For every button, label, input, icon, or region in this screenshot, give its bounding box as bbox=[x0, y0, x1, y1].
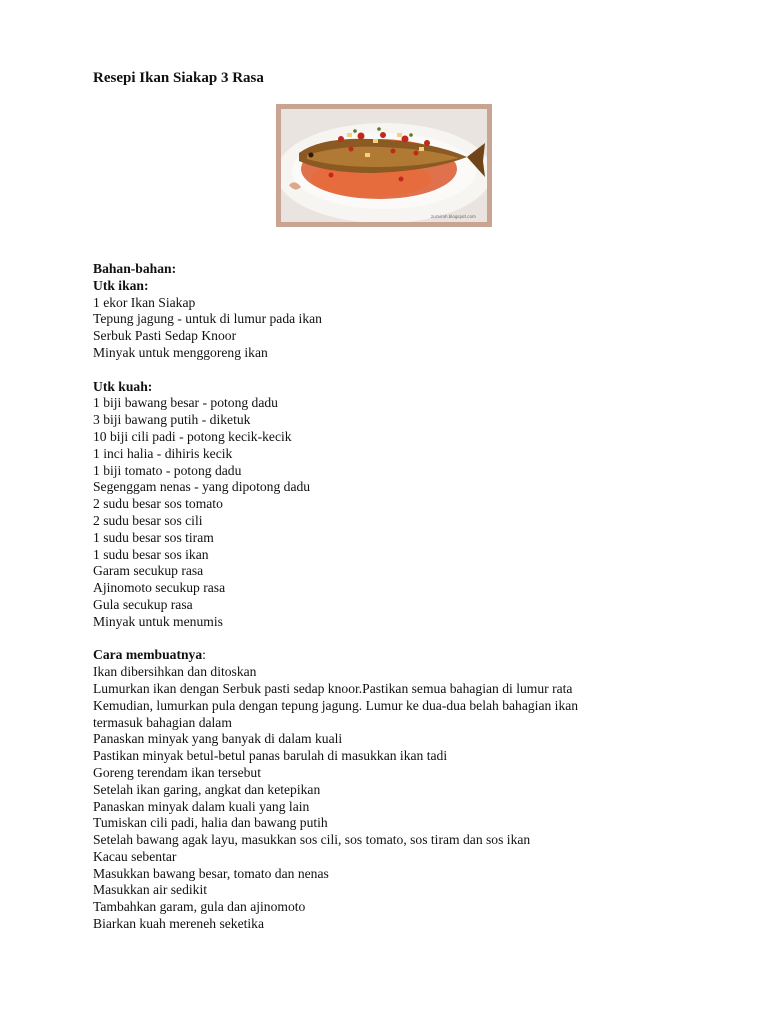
cara-step: Lumurkan ikan dengan Serbuk pasti sedap knoor.Pastikan semua bahagian di lumur rata bbox=[93, 680, 573, 696]
cara-step: Kacau sebentar bbox=[93, 848, 177, 864]
fish-dish-image bbox=[281, 109, 487, 222]
kuah-item: 1 inci halia - dihiris kecik bbox=[93, 445, 233, 461]
recipe-body bbox=[93, 261, 693, 933]
kuah-item: Segenggam nenas - yang dipotong dadu bbox=[93, 479, 311, 495]
kuah-heading: Utk kuah: bbox=[93, 378, 153, 394]
recipe-title: Resepi Ikan Siakap 3 Rasa bbox=[93, 70, 264, 86]
kuah-item: Gula secukup rasa bbox=[93, 596, 193, 612]
kuah-item: 2 sudu besar sos cili bbox=[93, 512, 203, 528]
cara-step: Masukkan bawang besar, tomato dan nenas bbox=[93, 865, 329, 881]
cara-step: Masukkan air sedikit bbox=[93, 882, 208, 898]
cara-step: Tambahkan garam, gula dan ajinomoto bbox=[93, 899, 306, 915]
cara-step: Setelah bawang agak layu, masukkan sos cili, sos tomato, sos tiram dan sos ikan bbox=[93, 832, 531, 848]
cara-step: Tumiskan cili padi, halia dan bawang putih bbox=[93, 815, 328, 831]
ikan-item: Minyak untuk menggoreng ikan bbox=[93, 344, 268, 360]
kuah-item: Ajinomoto secukup rasa bbox=[93, 580, 226, 596]
kuah-item: 1 sudu besar sos ikan bbox=[93, 546, 209, 562]
cara-heading-line bbox=[93, 647, 693, 664]
kuah-item: 1 biji tomato - potong dadu bbox=[93, 462, 242, 478]
spacer bbox=[93, 631, 693, 648]
cara-step: Setelah ikan garing, angkat dan ketepikan bbox=[93, 781, 321, 797]
kuah-item: 10 biji cili padi - potong kecik-kecik bbox=[93, 428, 292, 444]
ikan-heading: Utk ikan: bbox=[93, 277, 149, 293]
kuah-item: Minyak untuk menumis bbox=[93, 613, 223, 629]
dish-photo bbox=[276, 104, 492, 227]
photo-watermark: zurairah.blogspot.com bbox=[431, 214, 476, 219]
cara-step: Ikan dibersihkan dan ditoskan bbox=[93, 664, 257, 680]
cara-step: Kemudian, lumurkan pula dengan tepung jagung. Lumur ke dua-dua belah bahagian ikan bbox=[93, 697, 579, 713]
bahan-heading: Bahan-bahan: bbox=[93, 261, 177, 276]
cara-step: Biarkan kuah mereneh seketika bbox=[93, 916, 264, 932]
cara-colon: : bbox=[202, 647, 206, 663]
kuah-item: 3 biji bawang putih - diketuk bbox=[93, 412, 251, 428]
cara-heading: Cara membuatnya bbox=[93, 647, 203, 663]
ikan-item: Tepung jagung - untuk di lumur pada ikan bbox=[93, 311, 322, 327]
kuah-item: 2 sudu besar sos tomato bbox=[93, 496, 223, 512]
ikan-item: Serbuk Pasti Sedap Knoor bbox=[93, 328, 237, 344]
kuah-item: 1 sudu besar sos tiram bbox=[93, 529, 214, 545]
kuah-item: 1 biji bawang besar - potong dadu bbox=[93, 395, 278, 411]
cara-step: Panaskan minyak dalam kuali yang lain bbox=[93, 798, 310, 814]
kuah-item: Garam secukup rasa bbox=[93, 563, 204, 579]
cara-step: Panaskan minyak yang banyak di dalam kuali bbox=[93, 731, 343, 747]
cara-step: Goreng terendam ikan tersebut bbox=[93, 764, 261, 780]
spacer bbox=[93, 362, 693, 379]
cara-step: termasuk bahagian dalam bbox=[93, 714, 232, 730]
cara-step: Pastikan minyak betul-betul panas barulah di masukkan ikan tadi bbox=[93, 748, 448, 764]
ikan-item: 1 ekor Ikan Siakap bbox=[93, 294, 196, 310]
